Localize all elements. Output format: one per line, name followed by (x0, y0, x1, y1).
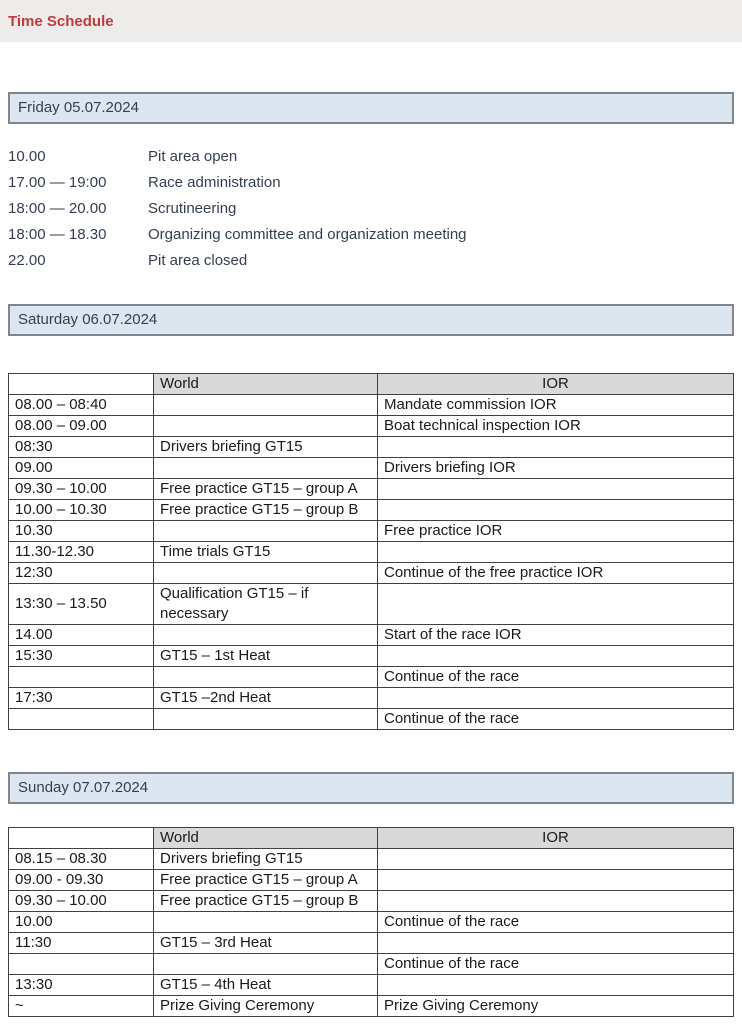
world-cell (154, 563, 378, 584)
table-header-row (9, 828, 734, 849)
day-header-label: Sunday 07.07.2024 (18, 779, 149, 796)
column-header-ior: IOR (378, 374, 734, 395)
friday-schedule-list (8, 143, 734, 273)
world-cell (154, 458, 378, 479)
table-row (9, 395, 734, 416)
world-cell: GT15 – 3rd Heat (154, 933, 378, 954)
time-cell: 15:30 (9, 646, 154, 667)
ior-cell: Drivers briefing IOR (378, 458, 734, 479)
day-header-bar-sunday (8, 772, 734, 804)
table-row (9, 542, 734, 563)
time-cell: 10.00 (9, 912, 154, 933)
time-cell: 08.00 – 09.00 (9, 416, 154, 437)
ior-cell (378, 849, 734, 870)
ior-cell (378, 542, 734, 563)
event-time: 10.00 (8, 147, 46, 165)
table-row (9, 458, 734, 479)
table-row (9, 667, 734, 688)
table-row (9, 479, 734, 500)
world-cell: Free practice GT15 – group A (154, 479, 378, 500)
world-cell: Prize Giving Ceremony (154, 996, 378, 1017)
table-row (9, 416, 734, 437)
ior-cell (378, 933, 734, 954)
world-cell: GT15 –2nd Heat (154, 688, 378, 709)
time-cell: 17:30 (9, 688, 154, 709)
time-cell: 13:30 – 13.50 (9, 584, 154, 625)
time-cell: 08.00 – 08:40 (9, 395, 154, 416)
time-cell: ~ (9, 996, 154, 1017)
list-item (8, 195, 734, 221)
ior-cell (378, 975, 734, 996)
column-header-time (9, 828, 154, 849)
time-cell: 12:30 (9, 563, 154, 584)
page-header-band (0, 0, 742, 42)
ior-cell: Prize Giving Ceremony (378, 996, 734, 1017)
time-cell: 10.00 – 10.30 (9, 500, 154, 521)
world-cell: Free practice GT15 – group B (154, 500, 378, 521)
day-header-bar-saturday (8, 304, 734, 336)
ior-cell (378, 500, 734, 521)
ior-cell: Mandate commission IOR (378, 395, 734, 416)
section-sunday (0, 772, 742, 1017)
column-header-world: World (154, 374, 378, 395)
world-cell: Drivers briefing GT15 (154, 849, 378, 870)
table-row (9, 646, 734, 667)
ior-cell: Boat technical inspection IOR (378, 416, 734, 437)
ior-cell: Continue of the race (378, 709, 734, 730)
list-item (8, 169, 734, 195)
page-title: Time Schedule (8, 12, 114, 30)
table-row (9, 563, 734, 584)
table-row (9, 625, 734, 646)
time-cell: 13:30 (9, 975, 154, 996)
world-cell: GT15 – 1st Heat (154, 646, 378, 667)
time-cell (9, 667, 154, 688)
time-cell (9, 709, 154, 730)
table-row (9, 584, 734, 625)
ior-cell: Start of the race IOR (378, 625, 734, 646)
world-cell: Free practice GT15 – group B (154, 891, 378, 912)
time-cell: 08:30 (9, 437, 154, 458)
table-row (9, 709, 734, 730)
time-cell: 11.30-12.30 (9, 542, 154, 563)
section-friday (0, 92, 742, 273)
world-cell (154, 416, 378, 437)
event-label: Pit area closed (148, 251, 248, 269)
table-header-row (9, 374, 734, 395)
world-cell (154, 521, 378, 542)
table-row (9, 954, 734, 975)
time-cell: 09.00 - 09.30 (9, 870, 154, 891)
list-item (8, 221, 734, 247)
ior-cell (378, 479, 734, 500)
time-cell: 14.00 (9, 625, 154, 646)
ior-cell: Continue of the race (378, 667, 734, 688)
event-label: Organizing committee and organization meeting (148, 225, 467, 243)
table-row (9, 912, 734, 933)
time-cell (9, 954, 154, 975)
table-row (9, 996, 734, 1017)
time-cell: 09.30 – 10.00 (9, 479, 154, 500)
world-cell: Free practice GT15 – group A (154, 870, 378, 891)
table-row (9, 688, 734, 709)
column-header-ior: IOR (378, 828, 734, 849)
event-time: 18:00 — 20.00 (8, 199, 107, 217)
sunday-schedule-table (8, 827, 734, 1017)
table-row (9, 521, 734, 542)
table-row (9, 870, 734, 891)
ior-cell (378, 646, 734, 667)
event-label: Race administration (148, 173, 281, 191)
time-cell: 11:30 (9, 933, 154, 954)
table-row (9, 500, 734, 521)
list-item (8, 143, 734, 169)
time-cell: 09.30 – 10.00 (9, 891, 154, 912)
ior-cell: Continue of the race (378, 954, 734, 975)
ior-cell: Free practice IOR (378, 521, 734, 542)
world-cell (154, 709, 378, 730)
world-cell: Drivers briefing GT15 (154, 437, 378, 458)
table-row (9, 933, 734, 954)
day-header-label: Friday 05.07.2024 (18, 99, 139, 116)
section-saturday (0, 304, 742, 730)
world-cell (154, 667, 378, 688)
day-header-bar-friday (8, 92, 734, 124)
table-row (9, 437, 734, 458)
column-header-world: World (154, 828, 378, 849)
ior-cell: Continue of the race (378, 912, 734, 933)
table-row (9, 891, 734, 912)
world-cell (154, 625, 378, 646)
list-item (8, 247, 734, 273)
time-cell: 09.00 (9, 458, 154, 479)
ior-cell (378, 437, 734, 458)
world-cell (154, 954, 378, 975)
ior-cell (378, 891, 734, 912)
ior-cell (378, 870, 734, 891)
event-label: Scrutineering (148, 199, 237, 217)
world-cell: GT15 – 4th Heat (154, 975, 378, 996)
event-label: Pit area open (148, 147, 238, 165)
saturday-schedule-table (8, 373, 734, 730)
time-cell: 10.30 (9, 521, 154, 542)
world-cell (154, 912, 378, 933)
world-cell: Time trials GT15 (154, 542, 378, 563)
table-row (9, 975, 734, 996)
time-cell: 08.15 – 08.30 (9, 849, 154, 870)
table-row (9, 849, 734, 870)
ior-cell (378, 584, 734, 625)
world-cell: Qualification GT15 – if necessary (154, 584, 378, 625)
ior-cell: Continue of the free practice IOR (378, 563, 734, 584)
world-cell (154, 395, 378, 416)
day-header-label: Saturday 06.07.2024 (18, 311, 158, 328)
ior-cell (378, 688, 734, 709)
event-time: 18:00 — 18.30 (8, 225, 107, 243)
column-header-time (9, 374, 154, 395)
event-time: 22.00 (8, 251, 46, 269)
event-time: 17.00 — 19:00 (8, 173, 107, 191)
